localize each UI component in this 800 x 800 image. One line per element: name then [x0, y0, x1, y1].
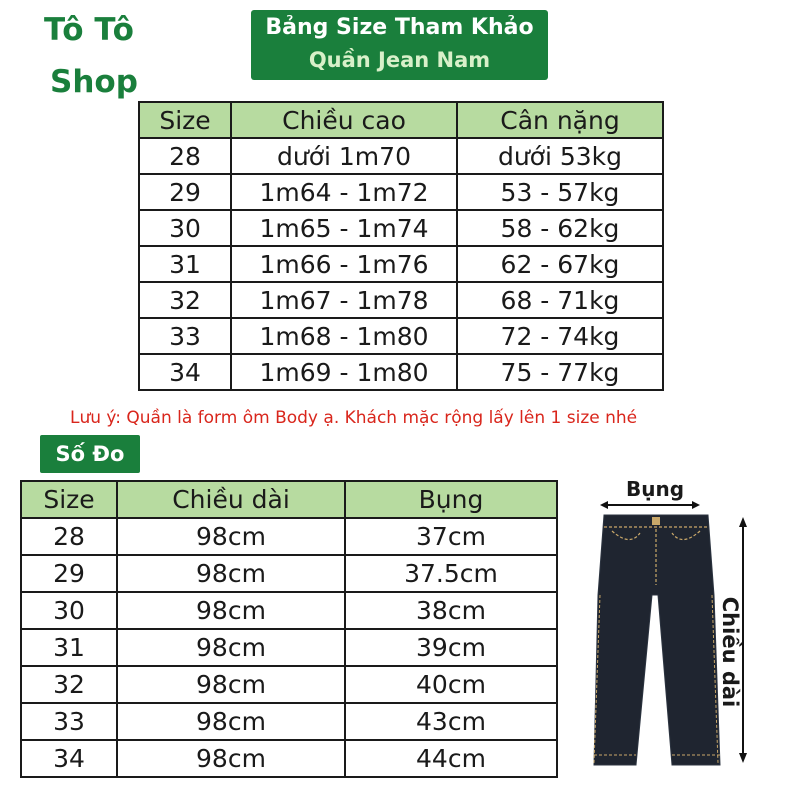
table-row [21, 703, 557, 740]
cell-length: 98cm [117, 666, 345, 703]
cell-waist: 37.5cm [345, 555, 557, 592]
shop-name [44, 4, 164, 108]
jeans-icon [594, 515, 720, 765]
cell-height: 1m68 - 1m80 [231, 318, 457, 354]
table-row [139, 138, 663, 174]
cell-height: 1m67 - 1m78 [231, 282, 457, 318]
table-row [139, 246, 663, 282]
cell-size: 31 [21, 629, 117, 666]
cell-weight: 58 - 62kg [457, 210, 663, 246]
cell-waist: 43cm [345, 703, 557, 740]
cell-height: dưới 1m70 [231, 138, 457, 174]
title-banner [251, 10, 548, 80]
header-size: Size [139, 102, 231, 138]
cell-waist: 38cm [345, 592, 557, 629]
cell-height: 1m65 - 1m74 [231, 210, 457, 246]
cell-weight: 53 - 57kg [457, 174, 663, 210]
cell-weight: 68 - 71kg [457, 282, 663, 318]
cell-length: 98cm [117, 555, 345, 592]
jeans-illustration [590, 475, 780, 775]
header-length: Chiều dài [117, 481, 345, 518]
cell-height: 1m64 - 1m72 [231, 174, 457, 210]
fit-note: Lưu ý: Quần là form ôm Body ạ. Khách mặc rộng lấy lên 1 size nhé [70, 408, 638, 428]
cell-size: 34 [21, 740, 117, 777]
cell-size: 34 [139, 354, 231, 390]
table-row [139, 174, 663, 210]
header-waist: Bụng [345, 481, 557, 518]
header-height: Chiều cao [231, 102, 457, 138]
table-row [21, 518, 557, 555]
header-weight: Cân nặng [457, 102, 663, 138]
cell-size: 29 [21, 555, 117, 592]
length-label: Chiều dài [718, 596, 742, 708]
cell-size: 30 [139, 210, 231, 246]
cell-size: 32 [139, 282, 231, 318]
cell-weight: dưới 53kg [457, 138, 663, 174]
table-row [21, 555, 557, 592]
cell-size: 28 [21, 518, 117, 555]
cell-size: 33 [139, 318, 231, 354]
table-row [21, 592, 557, 629]
cell-weight: 72 - 74kg [457, 318, 663, 354]
table-row [139, 282, 663, 318]
cell-size: 32 [21, 666, 117, 703]
title-line2: Quần Jean Nam [308, 48, 491, 72]
table-row [21, 740, 557, 777]
cell-length: 98cm [117, 703, 345, 740]
cell-height: 1m69 - 1m80 [231, 354, 457, 390]
measurements-label: Số Đo [40, 435, 140, 473]
cell-length: 98cm [117, 629, 345, 666]
cell-length: 98cm [117, 518, 345, 555]
cell-waist: 39cm [345, 629, 557, 666]
cell-length: 98cm [117, 592, 345, 629]
table-row [139, 318, 663, 354]
cell-height: 1m66 - 1m76 [231, 246, 457, 282]
table-row [21, 666, 557, 703]
cell-size: 28 [139, 138, 231, 174]
cell-length: 98cm [117, 740, 345, 777]
table-row [139, 354, 663, 390]
cell-weight: 62 - 67kg [457, 246, 663, 282]
cell-weight: 75 - 77kg [457, 354, 663, 390]
cell-size: 29 [139, 174, 231, 210]
cell-size: 33 [21, 703, 117, 740]
table-header-row [139, 102, 663, 138]
table-row [21, 629, 557, 666]
measurement-size-table [20, 480, 558, 778]
waist-label: Bụng [626, 477, 685, 501]
table-header-row [21, 481, 557, 518]
cell-size: 30 [21, 592, 117, 629]
cell-size: 31 [139, 246, 231, 282]
header-size: Size [21, 481, 117, 518]
title-line1: Bảng Size Tham Khảo [265, 15, 534, 40]
table-row [139, 210, 663, 246]
shop-name-line2: Shop [50, 64, 138, 100]
shop-name-line1: Tô Tô [44, 12, 134, 48]
cell-waist: 37cm [345, 518, 557, 555]
cell-waist: 40cm [345, 666, 557, 703]
height-weight-size-table [138, 101, 664, 391]
waist-arrow [600, 501, 700, 509]
cell-waist: 44cm [345, 740, 557, 777]
